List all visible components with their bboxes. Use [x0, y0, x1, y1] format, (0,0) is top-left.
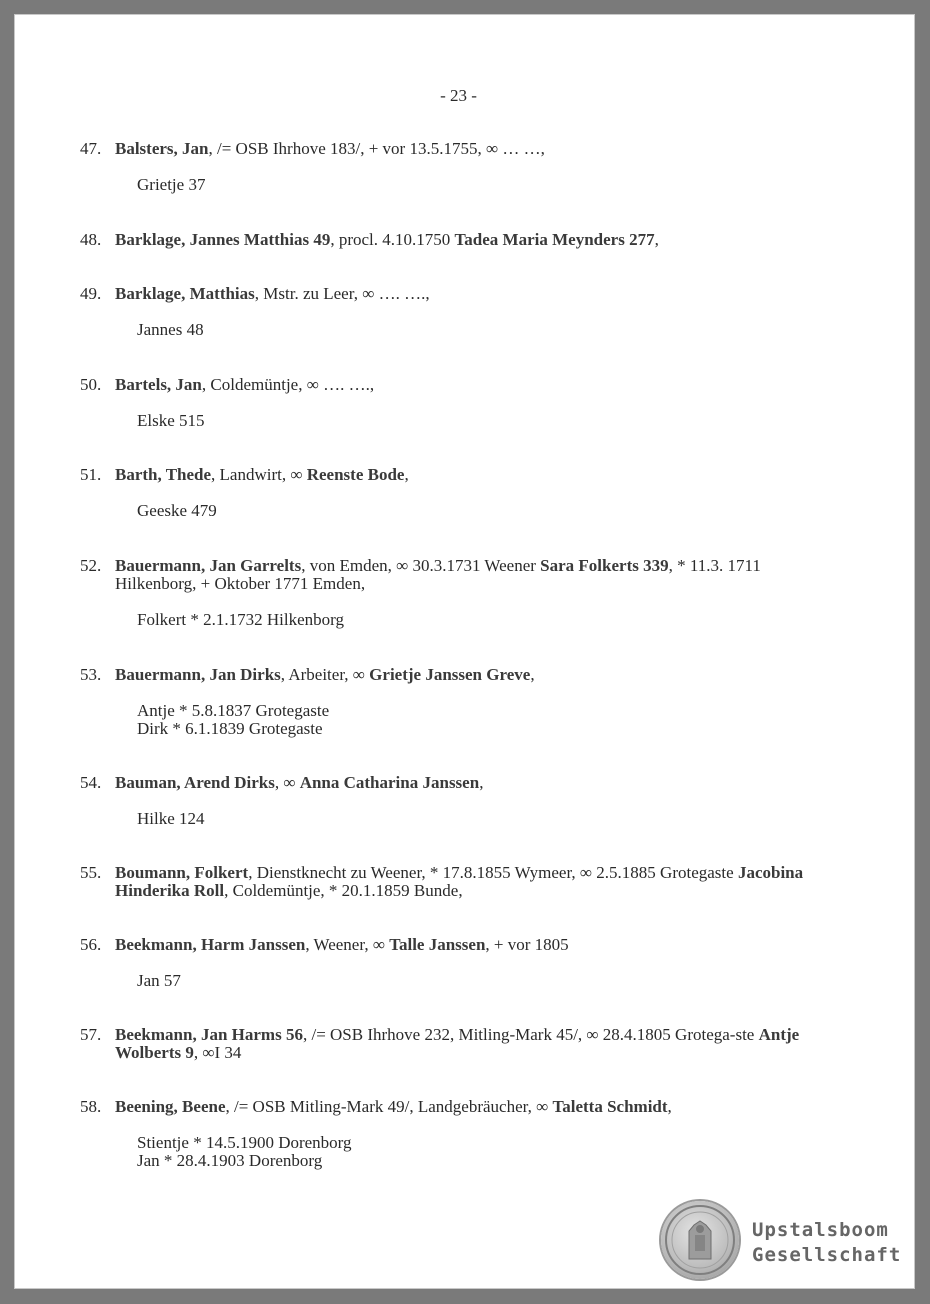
entry-tail: ,: [479, 773, 484, 792]
entry-details: , ∞: [274, 773, 300, 792]
entry-tail: ,: [530, 665, 535, 684]
spouse-name: Grietje Janssen Greve: [369, 665, 531, 684]
entry-49: [80, 285, 820, 303]
entry-name: Balsters, Jan: [115, 139, 209, 158]
entry-name: Bauman, Arend Dirks: [115, 773, 275, 792]
entry-details: , Dienstknecht zu Weener, * 17.8.1855 Wymeer, ∞ 2.5.1885 Grotegaste: [248, 863, 738, 882]
entry-47: [80, 140, 820, 158]
entry-tail: ,: [667, 1097, 672, 1116]
child-line: Elske 515: [137, 411, 205, 430]
entry-details: , /= OSB Ihrhove 232, Mitling-Mark 45/, ∞ 28.4.1805 Grotega-ste: [302, 1025, 759, 1044]
entry-name: Beekmann, Harm Janssen: [115, 935, 306, 954]
entry-53: [80, 666, 820, 684]
child-line: Grietje 37: [137, 175, 206, 194]
spouse-name: Anna Catharina Janssen: [299, 773, 480, 792]
entry-details: , /= OSB Mitling-Mark 49/, Landgebräucher, ∞: [225, 1097, 553, 1116]
entry-number: 47.: [80, 139, 102, 158]
entry-name: Boumann, Folkert: [115, 863, 249, 882]
entry-name: Bartels, Jan: [115, 375, 202, 394]
entry-name: Beekmann, Jan Harms 56: [115, 1025, 303, 1044]
entry-56: [80, 936, 820, 954]
entry-number: 55.: [80, 863, 102, 882]
entry-55: [80, 864, 820, 900]
entry-number: 48.: [80, 230, 102, 249]
child-line: Folkert * 2.1.1732 Hilkenborg: [137, 610, 344, 629]
entry-name: Beening, Beene: [115, 1097, 226, 1116]
entry-details: , Coldemüntje, ∞ …. ….,: [201, 375, 375, 394]
entry-details: , Landwirt, ∞: [211, 465, 307, 484]
entry-57: [80, 1026, 820, 1062]
entry-name: Bauermann, Jan Garrelts: [115, 556, 302, 575]
entry-tail: , + vor 1805: [485, 935, 569, 954]
child-line: Geeske 479: [137, 501, 217, 520]
seal-icon: [661, 1201, 739, 1279]
entry-number: 56.: [80, 935, 102, 954]
entry-name: Barklage, Matthias: [115, 284, 255, 303]
brand-line-1: Upstalsboom: [752, 1219, 889, 1241]
page-number: - 23 -: [440, 86, 477, 105]
child-line: Stientje * 14.5.1900 Dorenborg: [137, 1133, 352, 1152]
entry-name: Barth, Thede: [115, 465, 212, 484]
entry-48: [80, 231, 820, 249]
brand-line-2: Gesellschaft: [752, 1244, 902, 1266]
spouse-name: Talle Janssen: [389, 935, 486, 954]
entry-number: 57.: [80, 1025, 102, 1044]
child-line: Antje * 5.8.1837 Grotegaste: [137, 701, 330, 720]
spouse-name: Jacobina Hinderika Roll: [115, 863, 804, 900]
entry-name: Bauermann, Jan Dirks: [115, 665, 281, 684]
entry-58: [80, 1098, 820, 1116]
child-line: Jan 57: [137, 971, 181, 990]
entry-number: 58.: [80, 1097, 102, 1116]
spouse-name: Sara Folkerts 339: [540, 556, 669, 575]
entry-details: , Arbeiter, ∞: [280, 665, 370, 684]
child-line: Hilke 124: [137, 809, 205, 828]
spouse-name: Reenste Bode: [306, 465, 405, 484]
entry-number: 54.: [80, 773, 102, 792]
entry-number: 53.: [80, 665, 102, 684]
child-line: Dirk * 6.1.1839 Grotegaste: [137, 719, 323, 738]
entry-tail: , * 11.3. 1711 Hilkenborg, + Oktober 1771 Emden,: [115, 556, 761, 593]
entry-51: [80, 466, 820, 484]
entry-details: , procl. 4.10.1750: [330, 230, 455, 249]
entry-number: 52.: [80, 556, 102, 575]
entry-number: 50.: [80, 375, 102, 394]
entry-tail: , ∞I 34: [193, 1043, 242, 1062]
entry-54: [80, 774, 820, 792]
entry-details: , von Emden, ∞ 30.3.1731 Weener: [301, 556, 541, 575]
entry-details: , /= OSB Ihrhove 183/, + vor 13.5.1755, ∞ … …,: [208, 139, 545, 158]
entry-tail: ,: [404, 465, 409, 484]
entry-details: , Mstr. zu Leer, ∞ …. ….,: [254, 284, 430, 303]
entry-details: , Weener, ∞: [305, 935, 390, 954]
brand-logo: [752, 1218, 901, 1268]
child-line: Jan * 28.4.1903 Dorenborg: [137, 1151, 323, 1170]
entry-50: [80, 376, 820, 394]
spouse-name: Taletta Schmidt: [552, 1097, 668, 1116]
entry-number: 49.: [80, 284, 102, 303]
spouse-name: Antje Wolberts 9: [115, 1025, 800, 1062]
entry-number: 51.: [80, 465, 102, 484]
entry-52: [80, 557, 820, 593]
entry-tail: , Coldemüntje, * 20.1.1859 Bunde,: [224, 881, 463, 900]
child-line: Jannes 48: [137, 320, 204, 339]
spouse-name: Tadea Maria Meynders 277: [454, 230, 655, 249]
entry-tail: ,: [654, 230, 659, 249]
entry-name: Barklage, Jannes Matthias 49: [115, 230, 331, 249]
